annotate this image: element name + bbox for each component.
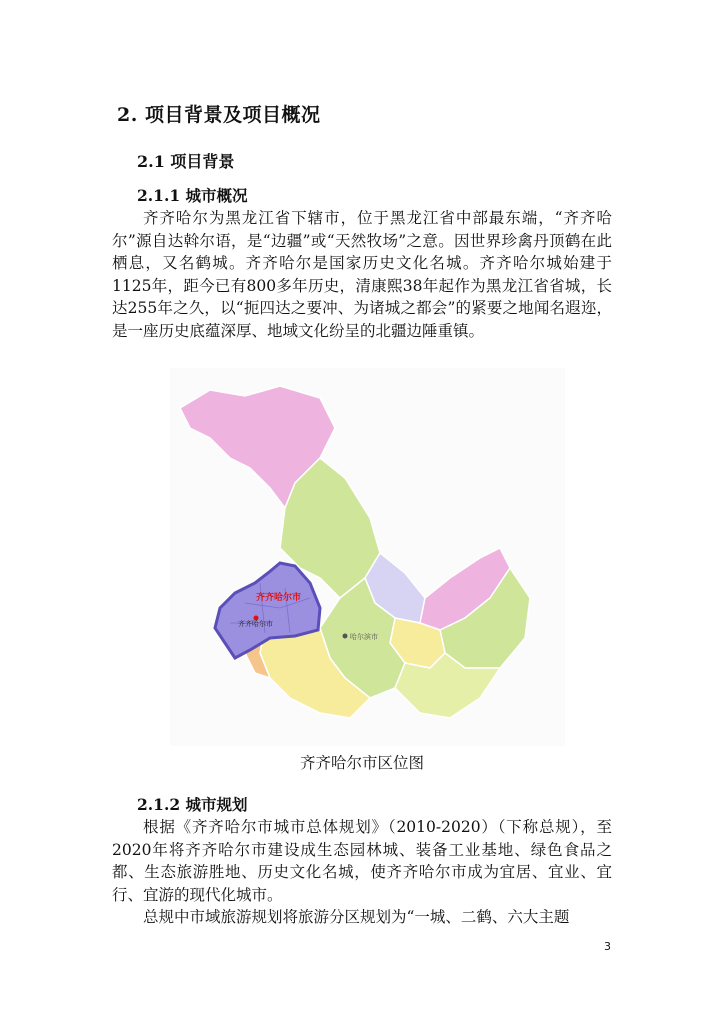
map-label-harbin: 哈尔滨市 xyxy=(350,633,378,641)
heading-city-overview: 2.1.1 城市概况 xyxy=(137,186,248,205)
page-number: 3 xyxy=(604,940,611,953)
map-caption: 齐齐哈尔市区位图 xyxy=(299,754,424,772)
location-map xyxy=(170,368,565,746)
heading-project-background-overview: 2. 项目背景及项目概况 xyxy=(117,104,321,126)
paragraph-city-planning-2: 总规中市域旅游规划将旅游分区规划为“一城、二鹤、六大主题 xyxy=(143,908,570,926)
harbin-marker xyxy=(343,634,348,639)
map-label-qiqihar-city: 齐齐哈尔市 xyxy=(238,620,273,628)
map-label-qiqihar-region: 齐齐哈尔市 xyxy=(256,593,302,603)
heading-city-planning: 2.1.2 城市规划 xyxy=(137,795,248,814)
location-map-svg xyxy=(170,368,565,746)
paragraph-city-planning-1: 根据《齐齐哈尔市城市总体规划》（2010-2020）（下称总规），至2020年将齐齐哈尔市建设成生态园林城、装备工业基地、绿色食品之都、生态旅游胜地、历史文化名城，使齐齐哈尔市成为宜居、宜业、宜行、宜游的现代化城市。 xyxy=(112,818,612,904)
heading-project-background: 2.1 项目背景 xyxy=(137,152,235,171)
paragraph-city-overview: 齐齐哈尔为黑龙江省下辖市，位于黑龙江省中部最东端，“齐齐哈尔”源自达斡尔语，是“边疆”或“天然牧场”之意。因世界珍禽丹顶鹤在此栖息，又名鹤城。齐齐哈尔是国家历史文化名城。齐齐哈尔城始建于1125年，距今已有800多年历史，清康熙38年起作为黑龙江省省城，长达255年之久，以“扼四达之要冲、为诸城之都会”的紧要之地闻名遐迩，是一座历史底蕴深厚、地域文化纷呈的北疆边陲重镇。 xyxy=(112,209,612,340)
